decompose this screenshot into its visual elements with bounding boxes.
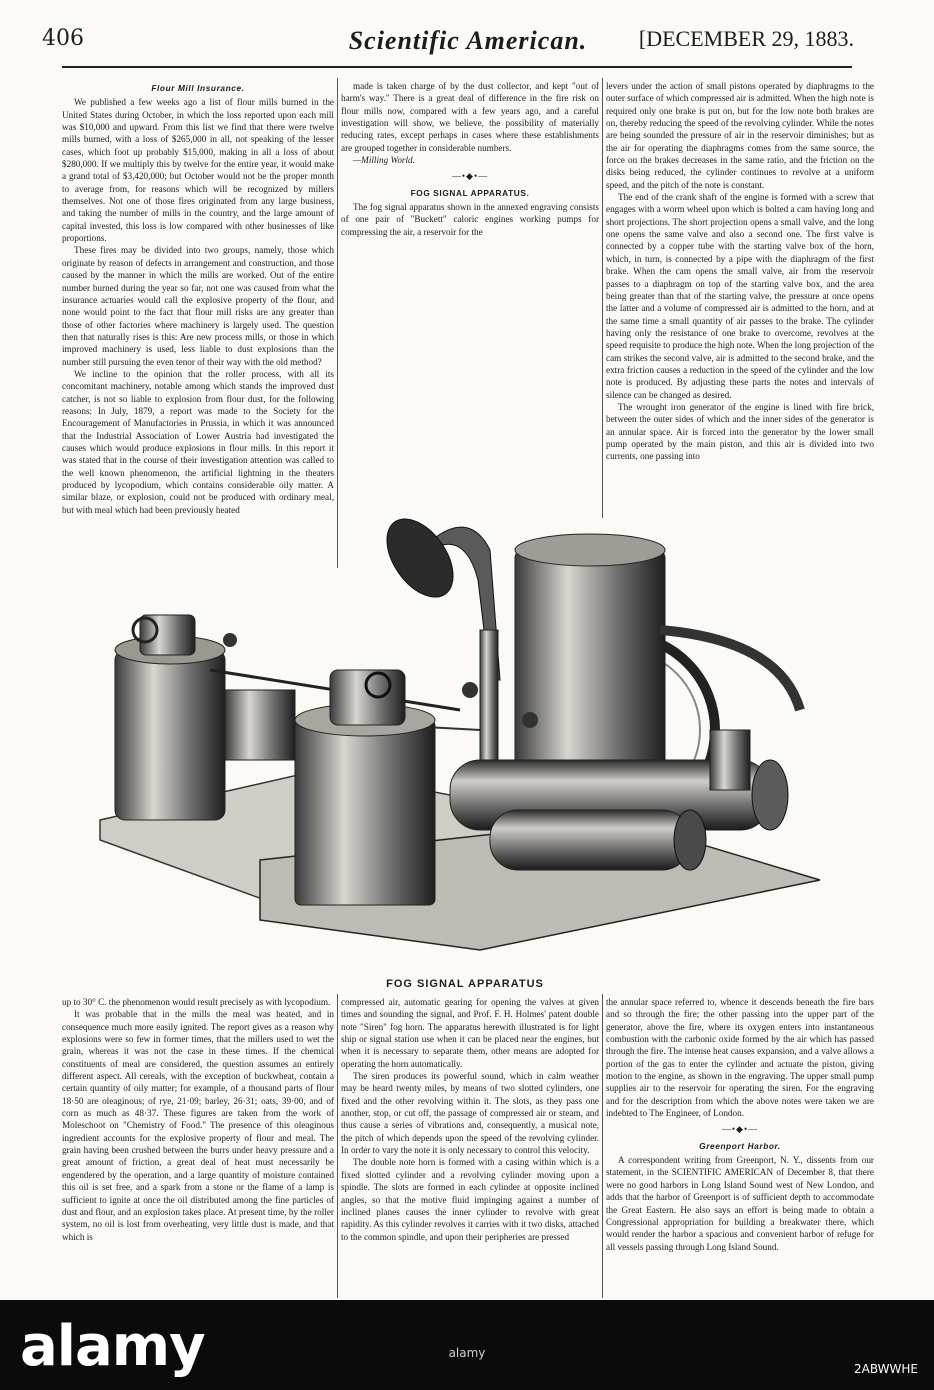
image-id: 2ABWWHE	[854, 1362, 918, 1376]
paragraph: These fires may be divided into two groups, namely, those which originate by reason of defects in arrangement and construction, and those caused by the manner in which the mills are worked. Out of the entire number burned during the year so far, not one was caused from what the insurance actuaries would call the explosive property of the flour, and none would point to the fact that flour mill risks are any greater than those of other factories where machinery is largely used. The question then that naturally rises is this: Are new process mills, or those in which improved machinery is used, less liable to dust explosions than the number still pursuing the even tenor of their way with the old method?	[62, 245, 334, 367]
masthead: Scientific American.	[348, 26, 588, 55]
column-2-lower	[341, 996, 599, 1296]
paragraph: made is taken charge of by the dust collector, and kept "out of harm's way." There is a great deal of difference in the fire risk on flour mills now, compared with a few years ago, and a careful investigation will show, we believe, the possibility of materially reducing rates, except perhaps in cases where these establishments are grouped together in considerable numbers.	[341, 81, 599, 153]
stock-footer-bar	[0, 1300, 934, 1390]
issue-date: [DECEMBER 29, 1883.	[638, 26, 854, 51]
paragraph: The end of the crank shaft of the engine is formed with a screw that engages with a worm wheel upon which is bolted a cam having long and short projections. The short projection opens a small valve, and the long one opens the same valve and also a second one. The first valve is connected by a copper tube with the starting valve box of the horn, which, in turn, is connected by a pipe with the diaphragm of the first brake. When the cam opens the small valve, air from the reservoir passes to a diaphragm on top of the starting valve box, and the area being greater than that of the starting valve, the pressure at once opens the latter and a volume of compressed air is admitted to the horn, and at the same time a small quantity of air passes to the brake. The cylinder having only the resistance of one brake to overcome, revolves at the speed requisite to produce the high note. When the long projection of the cam strikes the second valve, air is admitted to the second brake, and the extra friction causes a reduction in the speed of the cylinder and the low note is produced. By adjusting these parts the notes and intervals of silence can be changed as desired.	[606, 192, 874, 400]
paragraph: compressed air, automatic gearing for opening the valves at given times and sounding the signal, and Prof. F. H. Holmes' patent double note "Siren" fog horn. The apparatus herewith illustrated is for light ship or signal station use when it can be placed near the engines, but when it is necessary to separate them, other means are adopted for operating the horn automatically.	[341, 997, 599, 1069]
column-2-upper	[341, 80, 599, 237]
paragraph: The siren produces its powerful sound, which in calm weather may be heard twenty miles, by means of two slotted cylinders, one fixed and the other revolving within it. The slots, as they pass one another, stop, or cut off, the passage of compressed air or steam, and thus cause a series of vibrations and, consequently, a musical note, the pitch of which depends upon the speed of the revolving cylinder. In order to vary the note it is only necessary to control this velocity.	[341, 1071, 599, 1156]
column-rule	[337, 994, 338, 1298]
illustration-caption: FOG SIGNAL APPARATUS	[386, 978, 544, 990]
column-3-upper	[606, 80, 874, 516]
paragraph: The wrought iron generator of the engine is lined with fire brick, between the outer sides of which and the inner sides of the generator is an annular space. Air is forced into the generator by the lower small pump operated by the main piston, and this air is divided into two currents, one passing into	[606, 401, 874, 462]
paragraph: The fog signal apparatus shown in the annexed engraving consists of one pair of "Buckett" caloric engines working pumps for compressing the air, a reservoir for the	[341, 202, 599, 237]
page-number: 406	[42, 26, 84, 51]
header-rule	[62, 66, 852, 68]
alamy-logo: alamy	[20, 1314, 205, 1379]
paragraph: The double note horn is formed with a casing within which is a fixed slotted cylinder and a revolving cylinder moving upon a spindle. The slots are formed in each cylinder at opposite inclined angles, so that the motive fluid impinging against a number of inclined planes causes the inner cylinder to revolve with great rapidity. As this cylinder revolves it carries with it two disks, attached to the common spindle, and upon their peripheries are pressed	[341, 1157, 599, 1242]
article-title-greenport: Greenport Harbor.	[699, 1140, 781, 1151]
signature: —Milling World.	[353, 155, 415, 166]
ornament-divider: —•◆•—	[451, 171, 489, 182]
column-rule	[337, 78, 338, 568]
paragraph: the annular space referred to, whence it descends beneath the fire bars and so through the fire; the other passing into the upper part of the generator, above the fire, where its oxygen enters into instantaneous combustion with the carbonic oxide formed by the air which has passed through the fire. The intense heat causes expansion, and a valve allows a portion of the gas to enter the cylinder and actuate the piston, giving motion to the engine, as shown in the engraving. The upper small pump supplies air to the reservoir for operating the siren. For the engraving and for the description from which the above notes were taken we are indebted to The Engineer, of London.	[606, 997, 874, 1119]
article-title-fog-signal: FOG SIGNAL APPARATUS.	[410, 187, 530, 198]
paragraph: We incline to the opinion that the roller process, with all its concomitant machinery, notable among which stands the improved dust catcher, is not so liable to explosion from flour dust, for the following reasons: In July, 1879, a report was made to the Society for the Encouragement of Manufactories in Prussia, in which it was announced that the Industrial Association of Lower Austria had investigated the causes which would produce explosions in flour mills. In this report it was stated that in the course of their investigation attention was called to the well known phenomenon, the artificial lightning in the theaters produced by lycopodium, which contains considerable oily matter. A similar blaze, or explosion, could not be produced with ordinary meal, but with meal which had been previously heated	[62, 368, 334, 515]
paragraph: A correspondent writing from Greenport, N. Y., dissents from our statement, in the SCIENTIFIC AMERICAN of December 8, that there were no good harbors in Long Island Sound west of New London, and adds that the harbor of Greenport is of sufficient depth to accommodate the Great Eastern. He also says an effort is being made to obtain a Congressional appropriation for building a breakwater there, which would render the harbor a spacious and convenient harbor of refuge for all vessels passing through Long Island Sound.	[606, 1155, 874, 1252]
paragraph: levers under the action of small pistons operated by diaphragms to the outer surface of which compressed air is admitted. When the high note is required only one brake is put on, but for the low note both brakes are on, thereby reducing the speed of the revolving cylinder. While the notes are being sounded the pressure of air in the reservoir diminishes; but as the air for operating the diaphragms comes from the same source, the force on the brakes decreases in the same ratio, and the friction on the disks being reduced, the cylinder continues to revolve at a uniform speed, and the pitch of the note is constant.	[606, 81, 874, 190]
fog-signal-engraving	[60, 520, 874, 980]
column-1-upper	[62, 80, 334, 566]
paragraph: It was probable that in the mills the meal was heated, and in consequence much more easily ignited. The report gives as a reason why explosions were so few in former times, that the millers used to wet the grain, whereas it was not the case in these times. If the chemical constituents of meal are considered, the question assumes an entirely different aspect. All cereals, with the exception of buckwheat, contain a certain quantity of oily matter; for example, of a thousand parts of flour 18·50 are oleaginous; of rye, 21·09; barley, 26·31; oats, 39·00, and of corn as much as 48·37. These figures are taken from the work of Moleschoot on "Chemistry of Food." The presence of this oleaginous ingredient accounts for the explosive property of flour and meal. The grain having been crushed between the burrs under heavy pressure and a great amount of friction, a great deal of heat must necessarily be engendered by the operation, and a large quantity of moisture contained this oil is set free, and a spark from a stone or the flame of a lamp is sufficient to ignite at once the oil distributed among the fine particles of dust and flour, and an explosion takes place. At present time, by the roller system, no oil is lost from overheating, very little dust is made, and that which is	[62, 1009, 334, 1242]
column-3-lower	[606, 996, 874, 1296]
ornament-divider: —•◆•—	[721, 1124, 759, 1135]
paragraph: up to 30° C. the phenomenon would result precisely as with lycopodium.	[62, 997, 331, 1007]
paragraph: We published a few weeks ago a list of flour mills burned in the United States during October, in which the loss reported upon each mill was $10,000 and upward. From this list we find that there were twelve mills burned, with a loss of $265,000 in all, not speaking of the lesser cases, which foot up probably $15,000, making in all a loss of about $280,000. If we multiply this by twelve for the entire year, it would make a grand total of $3,420,000; but October would not be the proper month to average from, for reasons which will be recognized by millers themselves. Not one of those fires originated from any large business, and taking the number of mills in the country, and the large amount of capital invested, this loss is low compared with other businesses of like proportions.	[62, 97, 334, 244]
column-rule	[602, 994, 603, 1298]
column-rule	[602, 78, 603, 518]
column-1-lower	[62, 996, 334, 1296]
article-title-flour-mill: Flour Mill Insurance.	[151, 83, 245, 93]
watermark: alamy	[448, 1346, 486, 1360]
